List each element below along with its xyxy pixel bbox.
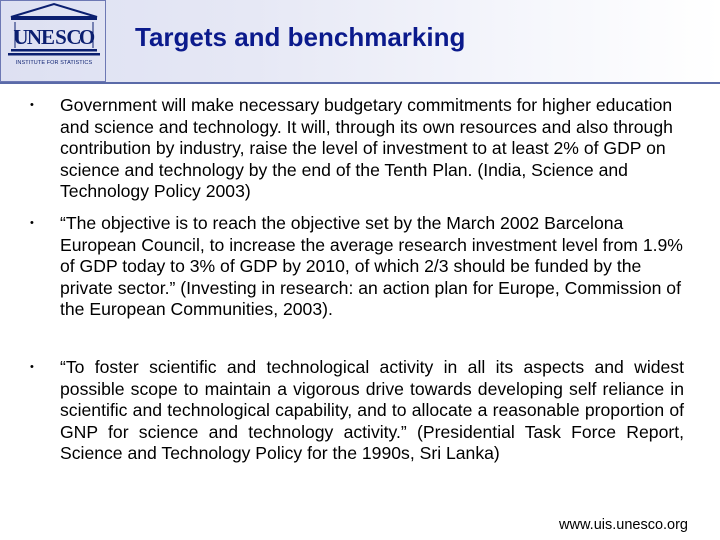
svg-text:C: C bbox=[66, 25, 82, 49]
bullet-text: “The objective is to reach the objective set by the March 2002 Barcelona European Council, to increase the average research investment level from 1.9% of GDP today to 3% of GDP by 2010, of which 2/3 should be funded by the private sector.” (Investing in research: an action plan for Europe, Commission of the European Communities, 2003). bbox=[60, 213, 683, 320]
slide-title: Targets and benchmarking bbox=[135, 22, 466, 52]
header-divider bbox=[0, 82, 720, 84]
svg-text:E: E bbox=[40, 25, 56, 49]
unesco-logo bbox=[0, 0, 106, 82]
svg-text:S: S bbox=[55, 25, 67, 49]
bullet-text: “To foster scientific and technological activity in all its aspects and widest possible scope to maintain a vigorous drive towards developing self reliance in scientific and technological capability, and to allocate a reasonable proportion of GNP for science and technology activity.” (Presidential Task Force Report, Science and Technology Policy for the 1990s, Sri Lanka) bbox=[60, 357, 684, 464]
svg-text:N: N bbox=[26, 25, 43, 49]
footer-url: www.uis.unesco.org bbox=[559, 517, 688, 533]
unesco-temple-icon bbox=[1, 1, 107, 83]
bullet-icon: • bbox=[30, 99, 34, 111]
svg-text:O: O bbox=[78, 25, 96, 49]
bullet-text: Government will make necessary budgetary commitments for higher education and science and technology. It will, through its own resources and also through contribution by industry, raise the level of investment to at least 2% of GDP on science and technology by the end of the Tenth Plan. (India, Science and Technology Policy 2003) bbox=[60, 95, 673, 202]
bullet-icon: • bbox=[30, 361, 34, 373]
logo-caption: INSTITUTE FOR STATISTICS bbox=[15, 60, 93, 66]
svg-text:U: U bbox=[13, 25, 29, 49]
bullet-icon: • bbox=[30, 217, 34, 229]
